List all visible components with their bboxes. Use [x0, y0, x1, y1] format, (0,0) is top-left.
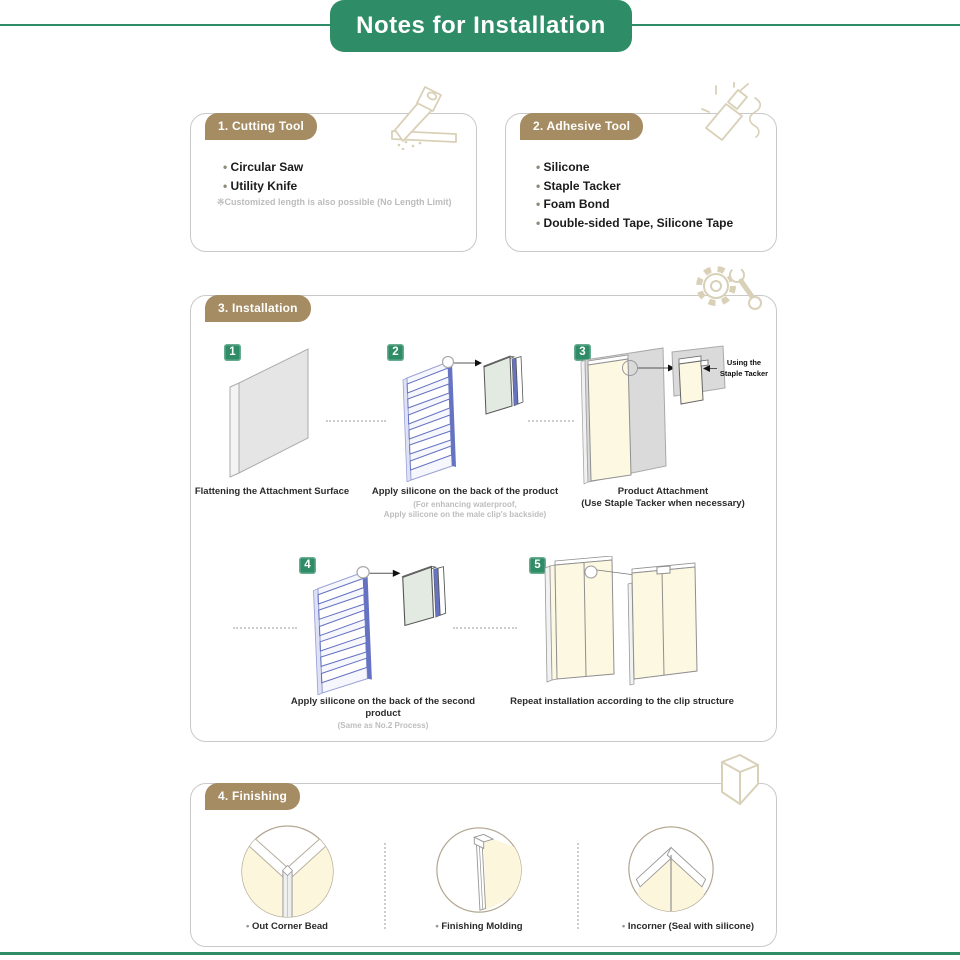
out-corner-bead-caption: • Out Corner Bead	[207, 921, 367, 932]
incorner-diagram	[627, 825, 715, 913]
step2-subcaption: (For enhancing waterproof,	[413, 499, 517, 509]
list-item: • Silicone	[536, 158, 733, 177]
list-item: • Staple Tacker	[536, 177, 733, 196]
cutting-tool-list	[217, 158, 452, 208]
step-number-badge: 5	[529, 557, 546, 574]
step-number-badge: 1	[224, 344, 241, 361]
step4-caption: Apply silicone on the back of the second product (Same as No.2 Process)	[278, 696, 488, 731]
step-number-badge: 2	[387, 344, 404, 361]
out-corner-bead-diagram	[240, 824, 335, 919]
adhesive-tool-label: 2. Adhesive Tool	[520, 113, 643, 140]
cutting-tool-label: 1. Cutting Tool	[205, 113, 317, 140]
step4-subcaption: (Same as No.2 Process)	[337, 721, 429, 730]
dotted-separator	[384, 843, 386, 929]
step2-caption: Apply silicone on the back of the product (For enhancing waterproof, Apply silicone on the male clip's backside)	[371, 486, 559, 519]
step5-caption: Repeat installation according to the clip structure	[510, 696, 734, 707]
page-title: Notes for Installation	[330, 0, 632, 52]
step4-silicone-second-diagram	[308, 560, 460, 695]
footer-divider-line	[0, 952, 960, 955]
list-item: • Utility Knife	[223, 177, 452, 196]
dotted-separator	[577, 843, 579, 929]
corner-molding-icon	[694, 752, 778, 822]
staple-tacker-annotation: Using the Staple Tacker	[719, 358, 769, 378]
step-number-badge: 3	[574, 344, 591, 361]
step-number-badge: 4	[299, 557, 316, 574]
list-item: • Foam Bond	[536, 195, 733, 214]
tools-gear-wrench-icon	[682, 256, 774, 326]
step5-repeat-installation-diagram	[540, 556, 705, 686]
adhesive-tool-list	[536, 158, 733, 232]
incorner-caption: • Incorner (Seal with silicone)	[588, 921, 788, 932]
dotted-separator	[326, 420, 386, 422]
finishing-molding-caption: • Finishing Molding	[399, 921, 559, 932]
list-item: • Circular Saw	[223, 158, 452, 177]
hand-saw-icon	[366, 84, 460, 150]
finishing-label: 4. Finishing	[205, 783, 300, 810]
dotted-separator	[528, 420, 574, 422]
dotted-separator	[453, 627, 517, 629]
installation-label: 3. Installation	[205, 295, 311, 322]
finishing-molding-diagram	[435, 826, 523, 914]
step1-flat-surface-diagram	[226, 346, 318, 478]
silicone-glue-icon	[692, 82, 782, 152]
step3-caption: Product Attachment (Use Staple Tacker when necessary)	[581, 486, 745, 509]
list-item: • Double-sided Tape, Silicone Tape	[536, 214, 733, 233]
step1-caption: Flattening the Attachment Surface	[194, 486, 350, 497]
length-limit-note: ※Customized length is also possible (No Length Limit)	[217, 197, 452, 207]
dotted-separator	[233, 627, 297, 629]
step2-silicone-back-diagram	[398, 350, 536, 482]
